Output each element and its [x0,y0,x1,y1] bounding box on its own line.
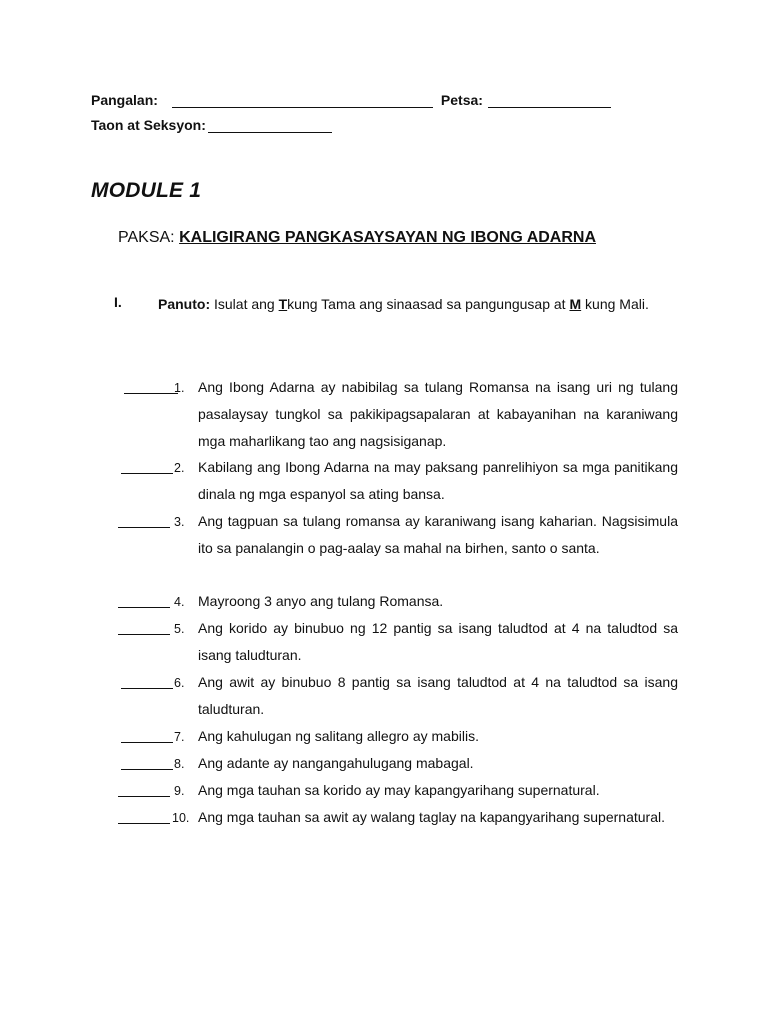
instruction-part-a: Isulat ang [214,296,275,312]
question-number: 2. [174,461,185,475]
instruction-text [158,294,668,315]
section-label: Taon at Seksyon: [91,117,206,133]
answer-blank[interactable] [121,675,173,689]
answer-blank[interactable] [118,621,170,635]
question-number: 10. [172,811,190,825]
question-text: Ang awit ay binubuo 8 pantig sa isang taludtod at 4 na taludtod sa isang taludturan. [198,674,678,717]
question-number: 1. [174,381,185,395]
instruction-label: Panuto: [158,296,211,312]
question-number: 8. [174,757,185,771]
name-field[interactable] [172,93,433,108]
question-text: Ang kahulugan ng salitang allegro ay mabilis. [198,728,479,744]
topic-label: PAKSA: [118,229,175,246]
question-text: Ang Ibong Adarna ay nabibilag sa tulang Romansa na isang uri ng tulang pasalaysay tungkol sa pakikipagsapalaran at kabayanihan na karaniwang mga maharlikang tao ang nagsisiganap. [198,379,678,449]
answer-blank[interactable] [118,783,170,797]
question-text: Ang mga tauhan sa awit ay walang taglay na kapangyarihang supernatural. [198,809,665,825]
answer-blank[interactable] [118,514,170,528]
module-title: MODULE 1 [91,179,202,202]
answer-blank[interactable] [121,460,173,474]
question-number: 4. [174,595,185,609]
question-text: Ang korido ay binubuo ng 12 pantig sa isang taludtod at 4 na taludtod sa isang taludturan. [198,620,678,663]
answer-blank[interactable] [118,594,170,608]
question-number: 3. [174,515,185,529]
date-field[interactable] [488,93,611,108]
question-number: 7. [174,730,185,744]
instruction-part-c: kung Mali. [585,296,649,312]
answer-blank[interactable] [124,380,178,394]
question-text: Ang adante ay nangangahulugang mabagal. [198,755,474,771]
false-letter: M [569,296,582,312]
topic-title: KALIGIRANG PANGKASAYSAYAN NG IBONG ADARNA [179,229,597,246]
date-label: Petsa: [440,92,483,108]
name-date-row [91,92,611,108]
question-text: Ang mga tauhan sa korido ay may kapangyarihang supernatural. [198,782,600,798]
answer-blank[interactable] [121,756,173,770]
true-letter: T [278,296,288,312]
question-text: Mayroong 3 anyo ang tulang Romansa. [198,593,444,609]
instruction-number: I. [114,294,122,310]
question-number: 5. [174,622,185,636]
answer-blank[interactable] [118,810,170,824]
question-number: 9. [174,784,185,798]
question-text: Ang tagpuan sa tulang romansa ay karaniwang isang kaharian. Nagsisimula ito sa panalangin o pag-aalay sa mahal na birhen, santo o santa. [198,513,678,556]
section-row [91,117,332,133]
instruction-part-b: kung Tama ang sinaasad sa pangungusap at [287,296,566,312]
question-text: Kabilang ang Ibong Adarna na may paksang panrelihiyon sa mga panitikang dinala ng mga espanyol sa ating bansa. [198,459,678,502]
section-field[interactable] [208,118,332,133]
answer-blank[interactable] [121,729,173,743]
topic-heading [118,229,596,247]
name-label: Pangalan: [91,92,158,108]
question-number: 6. [174,676,185,690]
